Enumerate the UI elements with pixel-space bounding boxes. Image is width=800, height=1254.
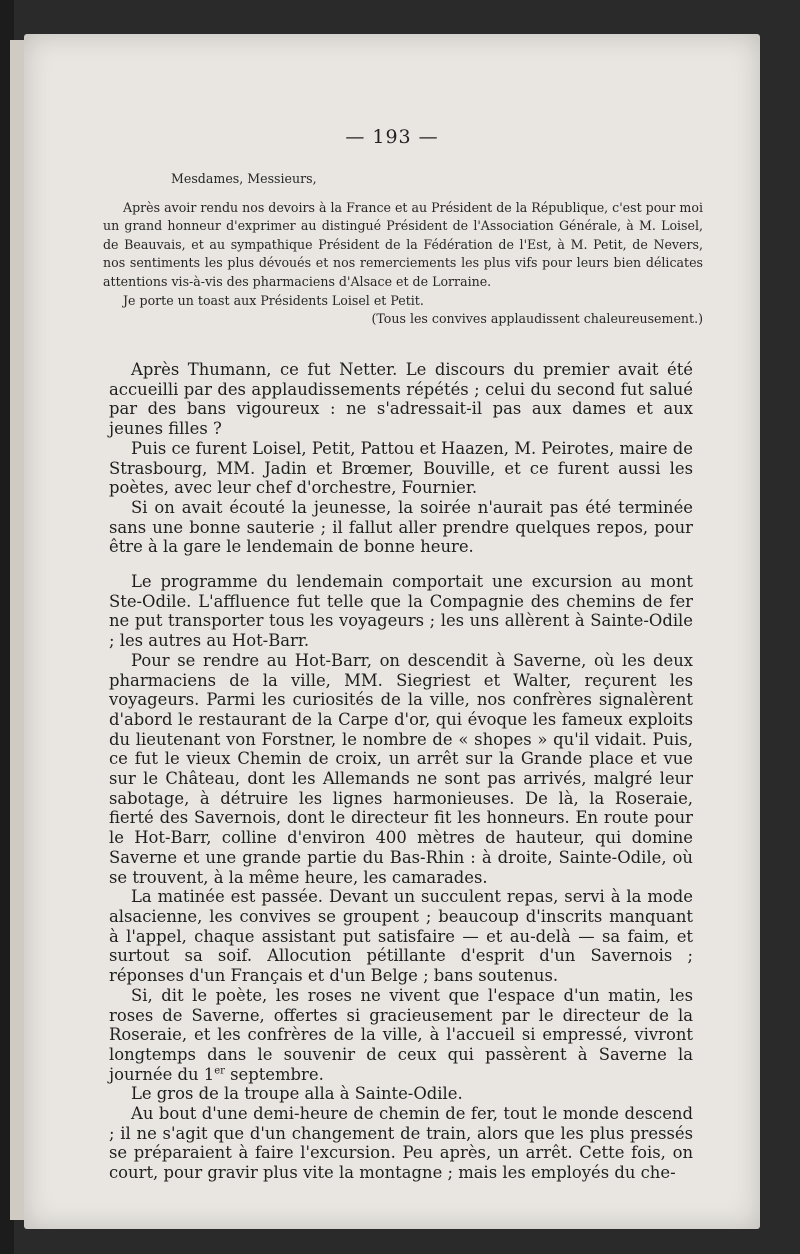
letter-applause: (Tous les convives applaudissent chaleureusement.) (371, 311, 703, 327)
paragraph-5: Pour se rendre au Hot-Barr, on descendit à Saverne, où les deux pharmaciens de la ville, MM. Siegriest et Walter, reçurent les voyageurs. Parmi les curiosités de la ville, nos confrères signalèrent d'abord le restaurant de la Carpe d'or, qui évoque les fameux exploits du lieutenant von Forstner, le nombre de « shopes » qu'il vidait. Puis, ce fut le vieux Chemin de croix, un arrêt sur la Grande place et vue sur le Château, dont les Allemands ne sont pas arrivés, malgré leur sabotage, à détruire les lignes harmonieuses. De là, la Roseraie, fierté des Savernois, dont le directeur fit les honneurs. En route pour le Hot-Barr, colline d'environ 400 mètres de hauteur, qui domine Saverne et une grande partie du Bas-Rhin : à droite, Sainte-Odile, où se trouvent, à la même heure, les camarades. (109, 650, 693, 887)
paragraph-9: Au bout d'une demi-heure de chemin de fer, tout le monde descend ; il ne s'agit que d'un changement de train, alors que les plus pressés se préparaient à faire l'excursion. Peu après, un arrêt. Cette fois, on court, pour gravir plus vite la montagne ; mais les employés du che- (109, 1104, 693, 1183)
letter-paragraph: Après avoir rendu nos devoirs à la France et au Président de la République, c'est pour moi un grand honneur d'exprimer au distingué Président de l'Association Générale, à M. Loisel, de Beauvais, et au sympathique Président de la Fédération de l'Est, à M. Petit, de Nevers, nos sentiments les plus dévoués et nos remerciements les plus vifs pour leurs bien délicates attentions vis-à-vis des pharmaciens d'Alsace et de Lorraine. (103, 199, 703, 289)
letter-toast: Je porte un toast aux Présidents Loisel et Petit. (123, 292, 424, 308)
paragraph-7 (109, 986, 693, 1085)
body-text (109, 360, 693, 1183)
paragraph-4: Le programme du lendemain comportait une excursion au mont Ste-Odile. L'affluence fut telle que la Compagnie des chemins de fer ne put transporter tous les voyageurs ; les uns allèrent à Sainte-Odile ; les autres au Hot-Barr. (109, 572, 693, 651)
page-number: — 193 — (345, 126, 439, 148)
letter-salutation: Mesdames, Messieurs, (171, 171, 317, 186)
paragraph-8: Le gros de la troupe alla à Sainte-Odile. (131, 1084, 463, 1104)
letter-block (103, 170, 703, 329)
paragraph-7-end: septembre. (224, 1064, 324, 1084)
paragraph-2: Puis ce furent Loisel, Petit, Pattou et Haazen, M. Peirotes, maire de Strasbourg, MM. Jadin et Brœmer, Bouville, et ce furent aussi les poètes, avec leur chef d'orchestre, Fournier. (109, 438, 693, 498)
ordinal-suffix: er (214, 1065, 225, 1077)
paragraph-1: Après Thumann, ce fut Netter. Le discours du premier avait été accueilli par des applaudissements répétés ; celui du second fut salué par des bans vigoureux : ne s'adressait-il pas aux dames et aux jeunes filles ? (109, 360, 693, 439)
paragraph-6: La matinée est passée. Devant un succulent repas, servi à la mode alsacienne, les convives se groupent ; beaucoup d'inscrits manquant à l'appel, chaque assistant put satisfaire — et au-delà — sa faim, et surtout sa soif. Allocution pétillante d'esprit d'un Savernois ; réponses d'un Français et d'un Belge ; bans soutenus. (109, 887, 693, 986)
book-page (24, 34, 760, 1229)
paragraph-7-start: Si, dit le poète, les roses ne vivent que l'espace d'un matin, les roses de Saverne, offertes si gracieusement par le directeur de la Roseraie, et les confrères de la ville, à l'accueil si empressé, vivront longtemps dans le souvenir de ceux qui passèrent à Saverne la journée du 1 (109, 985, 693, 1084)
paragraph-3: Si on avait écouté la jeunesse, la soirée n'aurait pas été terminée sans une bonne sauterie ; il fallut aller prendre quelques repos, pour être à la gare le lendemain de bonne heure. (109, 497, 693, 557)
